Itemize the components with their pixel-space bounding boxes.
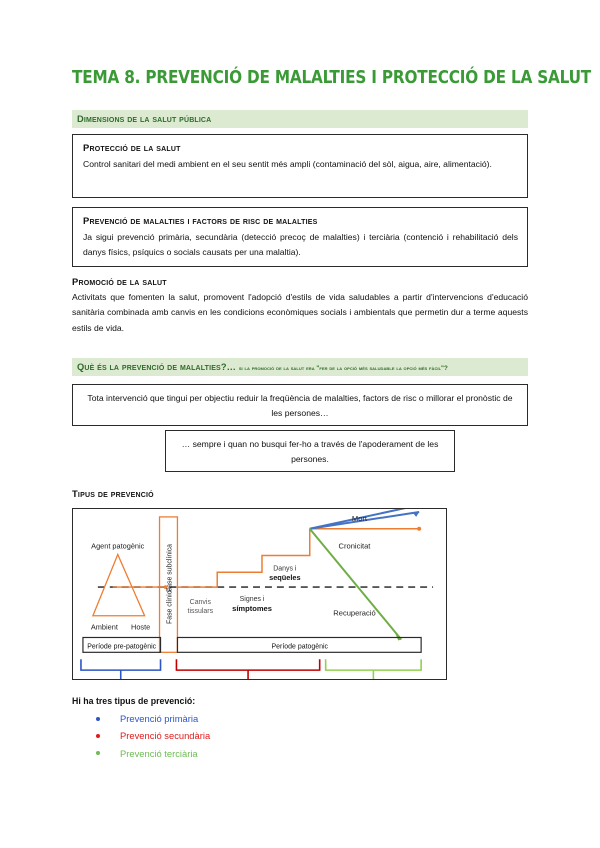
bracket-prevencio-terciaria xyxy=(326,659,421,670)
endpoint-cronicitat xyxy=(417,527,421,531)
list-item-label: Prevenció terciària xyxy=(120,747,198,759)
section-banner-dimensions: Dimensions de la salut pública xyxy=(72,110,528,128)
label-recuperacio: Recuperació xyxy=(333,608,376,618)
box-definicio-text: Tota intervenció que tingui per objectiu reduir la freqüència de malalties, factors de risc o millorar el pronòstic de les persones… xyxy=(87,393,513,418)
list-item-prevencio-primaria xyxy=(96,710,210,727)
epidemiologic-triangle xyxy=(93,554,145,615)
label-fase-subclinica: Fase subclínica xyxy=(166,543,174,593)
box-proteccio-de-la-salut xyxy=(72,134,528,198)
section-banner-que-es-la-prevencio xyxy=(72,358,528,376)
box-prevencio-body: Ja sigui prevenció primària, secundària (detecció precoç de malalties) i terciària (contenció i rehabilitació dels danys físics, psíquics o socials causats per una malaltia). xyxy=(83,232,518,258)
bullet-dot-icon xyxy=(96,751,100,755)
prevention-types-list xyxy=(96,710,210,762)
heading-promocio-de-la-salut: Promoció de la salut xyxy=(72,276,167,287)
heading-tipus-de-prevencio: Tipus de prevenció xyxy=(72,488,154,499)
label-signes-2: símptomes xyxy=(232,603,272,613)
list-item-prevencio-secundaria xyxy=(96,727,210,744)
label-danys-2: seqüeles xyxy=(269,573,301,583)
label-ambient: Ambient xyxy=(90,622,118,632)
label-periode-patogenic: Període patogènic xyxy=(271,643,329,651)
bracket-prevencio-primaria xyxy=(81,659,161,670)
box-proteccio-heading: Protecció de la salut xyxy=(83,142,181,153)
paragraph-promocio-de-la-salut: Activitats que fomenten la salut, promovent l'adopció d'estils de vida saludables a partir d'intervencions d'educació sanitària combinada amb canvis en les condicions econòmiques socials i ambientals que permetin dur a terme aquests estils de vida. xyxy=(72,292,528,333)
banner-que-es-sub: si la promoció de la salut era "fer de la opció més saludable la opció més fàcil"? xyxy=(238,365,448,372)
label-signes-1: Signes i xyxy=(239,595,265,603)
label-canvis-tissulars-1: Canvis xyxy=(189,598,211,606)
label-mort: Mort xyxy=(351,513,368,523)
box-proteccio-body: Control sanitari del medi ambient en el seu sentit més ampli (contaminació del sòl, aigua, aire, alimentació). xyxy=(83,159,492,169)
label-agent-patogenic: Agent patogènic xyxy=(91,541,145,551)
box-prevencio-heading: Prevenció de malalties i factors de risc de malalties xyxy=(83,215,318,226)
label-canvis-tissulars-2: tissulars xyxy=(187,607,214,615)
diagram-svg xyxy=(73,509,446,679)
list-item-prevencio-terciaria xyxy=(96,745,210,762)
box-prevencio-malalties xyxy=(72,207,528,267)
arrowhead-mort xyxy=(412,512,419,517)
banner-que-es-main: Què és la prevenció de malalties?… xyxy=(77,362,237,372)
box-definicio-prevencio xyxy=(72,384,528,426)
natural-history-of-disease-diagram xyxy=(72,508,447,680)
label-cronicitat: Cronicitat xyxy=(338,541,371,551)
label-periode-pre-patogenic: Període pre-patogènic xyxy=(87,643,157,651)
box-matis-apoderament xyxy=(165,430,455,472)
lead-tres-tipus: Hi ha tres tipus de prevenció: xyxy=(72,696,196,706)
box-matis-text: … sempre i quan no busqui fer-ho a través de l'apoderament de les persones. xyxy=(181,439,439,464)
label-danys-1: Danys i xyxy=(273,565,297,573)
list-item-label: Prevenció primària xyxy=(120,713,199,724)
label-hoste: Hoste xyxy=(131,622,151,632)
bullet-dot-icon xyxy=(96,734,100,738)
page-title: TEMA 8. PREVENCIÓ DE MALALTIES I PROTECCIÓ DE LA SALUT xyxy=(72,68,592,88)
label-fase-clinica: Fase clínica xyxy=(166,587,174,624)
bullet-dot-icon xyxy=(96,717,100,721)
list-item-label: Prevenció secundària xyxy=(120,730,211,742)
bracket-prevencio-secundaria xyxy=(176,659,319,670)
